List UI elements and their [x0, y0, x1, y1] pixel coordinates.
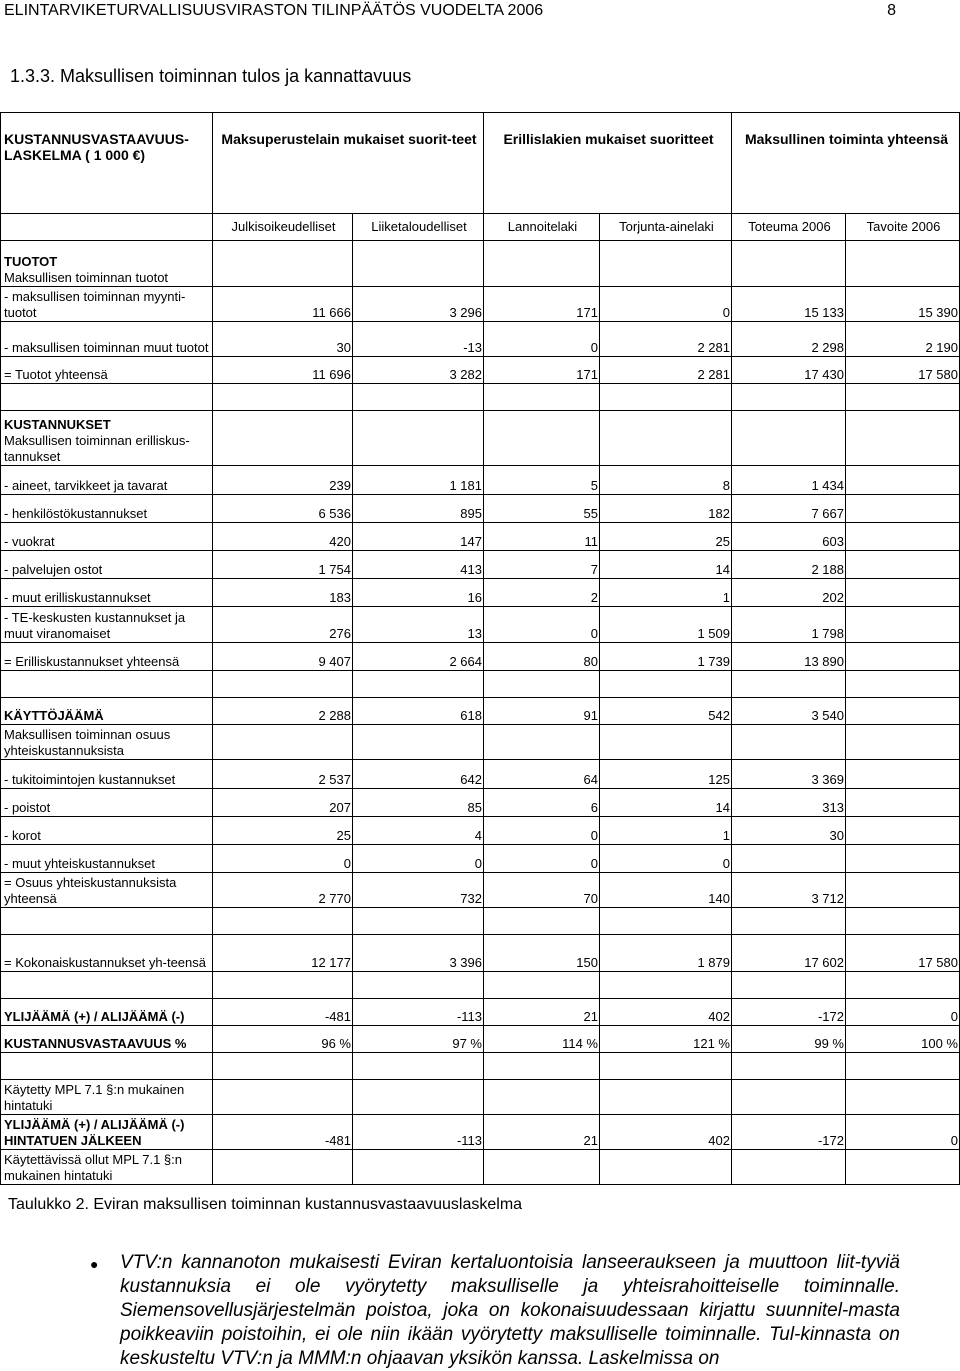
row-label: YLIJÄÄMÄ (+) / ALIJÄÄMÄ (-) HINTATUEN JÄLKEEN	[1, 1115, 213, 1150]
empty-cell	[484, 908, 600, 935]
page-header	[4, 2, 896, 20]
value-cell: 1	[600, 817, 732, 845]
value-cell: 91	[484, 698, 600, 725]
table-row	[1, 523, 960, 551]
value-cell: 2 281	[600, 322, 732, 357]
empty-cell	[846, 671, 960, 698]
empty-cell	[732, 1053, 846, 1080]
table-row	[1, 845, 960, 873]
value-cell: 3 369	[732, 760, 846, 789]
table-row	[1, 495, 960, 523]
value-cell	[846, 760, 960, 789]
empty-cell	[732, 384, 846, 411]
group-header-row	[1, 113, 960, 214]
table-row	[1, 607, 960, 643]
empty-cell	[353, 241, 484, 287]
row-label: - palvelujen ostot	[1, 551, 213, 579]
value-cell: 140	[600, 873, 732, 908]
value-cell: 2 281	[600, 357, 732, 384]
value-cell: 30	[213, 322, 353, 357]
table-caption: Taulukko 2. Eviran maksullisen toiminnan kustannusvastaavuuslaskelma	[8, 1196, 523, 1213]
value-cell: 8	[600, 466, 732, 495]
row-label: - vuokrat	[1, 523, 213, 551]
value-cell: 55	[484, 495, 600, 523]
value-cell: 171	[484, 357, 600, 384]
empty-cell	[732, 972, 846, 999]
empty-cell	[1, 908, 213, 935]
value-cell: 2 770	[213, 873, 353, 908]
empty-cell	[213, 1150, 353, 1185]
row-label: KUSTANNUSVASTAAVUUS %	[1, 1026, 213, 1053]
value-cell: 0	[600, 845, 732, 873]
value-cell: 17 602	[732, 935, 846, 972]
value-cell: 25	[600, 523, 732, 551]
row-label: = Osuus yhteiskustannuksista yhteensä	[1, 873, 213, 908]
value-cell: 313	[732, 789, 846, 817]
empty-cell	[353, 671, 484, 698]
empty-cell	[600, 1080, 732, 1115]
value-cell: 11 666	[213, 287, 353, 322]
table-row	[1, 643, 960, 671]
empty-cell	[1, 972, 213, 999]
value-cell	[846, 466, 960, 495]
table-row	[1, 551, 960, 579]
value-cell: 0	[213, 845, 353, 873]
value-cell	[732, 845, 846, 873]
row-label: - aineet, tarvikkeet ja tavarat	[1, 466, 213, 495]
value-cell: 99 %	[732, 1026, 846, 1053]
value-cell: 276	[213, 607, 353, 643]
value-cell: 0	[484, 845, 600, 873]
value-cell: 13	[353, 607, 484, 643]
empty-cell	[213, 411, 353, 466]
empty-cell	[353, 1080, 484, 1115]
value-cell: 11	[484, 523, 600, 551]
empty-cell	[732, 671, 846, 698]
empty-cell	[213, 725, 353, 760]
empty-cell	[213, 908, 353, 935]
empty-cell	[484, 972, 600, 999]
row-label: KÄYTTÖJÄÄMÄ	[1, 698, 213, 725]
spacer-row	[1, 908, 960, 935]
value-cell: 603	[732, 523, 846, 551]
table-row	[1, 322, 960, 357]
empty-cell	[213, 1080, 353, 1115]
value-cell: 2 298	[732, 322, 846, 357]
value-cell: 25	[213, 817, 353, 845]
value-cell: 402	[600, 999, 732, 1026]
section-subheading: Maksullisen toiminnan erilliskus-tannukset	[4, 433, 190, 464]
value-cell: 7	[484, 551, 600, 579]
value-cell: 413	[353, 551, 484, 579]
section-header-row	[1, 411, 960, 466]
text-row	[1, 1150, 960, 1185]
empty-cell	[846, 241, 960, 287]
value-cell: 0	[484, 607, 600, 643]
value-cell: 0	[600, 287, 732, 322]
row-label: = Tuotot yhteensä	[1, 357, 213, 384]
row-label: - tukitoimintojen kustannukset	[1, 760, 213, 789]
spacer-row	[1, 972, 960, 999]
value-cell: 3 296	[353, 287, 484, 322]
value-cell: 13 890	[732, 643, 846, 671]
empty-cell	[732, 725, 846, 760]
empty-cell	[600, 671, 732, 698]
empty-cell	[732, 1150, 846, 1185]
value-cell: 21	[484, 999, 600, 1026]
empty-cell	[1, 671, 213, 698]
empty-cell	[600, 411, 732, 466]
row-label: = Kokonaiskustannukset yh-teensä	[1, 935, 213, 972]
value-cell: 732	[353, 873, 484, 908]
value-cell: 1 879	[600, 935, 732, 972]
value-cell: 3 396	[353, 935, 484, 972]
empty-cell	[484, 1053, 600, 1080]
col-liiketaloudelliset: Liiketaloudelliset	[353, 214, 484, 241]
row-label: - muut erilliskustannukset	[1, 579, 213, 607]
value-cell: 2 188	[732, 551, 846, 579]
value-cell: 2 537	[213, 760, 353, 789]
empty-cell	[846, 725, 960, 760]
value-cell: 542	[600, 698, 732, 725]
value-cell: 2 664	[353, 643, 484, 671]
value-cell: 17 580	[846, 935, 960, 972]
empty-cell	[846, 908, 960, 935]
empty-cell	[600, 972, 732, 999]
value-cell: 171	[484, 287, 600, 322]
value-cell: 1 434	[732, 466, 846, 495]
empty-cell	[213, 972, 353, 999]
section-title: 1.3.3. Maksullisen toiminnan tulos ja kannattavuus	[10, 66, 412, 86]
value-cell: 14	[600, 789, 732, 817]
row-label: YLIJÄÄMÄ (+) / ALIJÄÄMÄ (-)	[1, 999, 213, 1026]
group-header-erillislait: Erillislakien mukaiset suoritteet	[484, 113, 732, 214]
value-cell: 0	[484, 322, 600, 357]
section-header-row	[1, 241, 960, 287]
value-cell: 16	[353, 579, 484, 607]
row-label: - henkilöstökustannukset	[1, 495, 213, 523]
value-cell: 125	[600, 760, 732, 789]
value-cell: 1 754	[213, 551, 353, 579]
row-label: Maksullisen toiminnan osuus yhteiskustannuksista	[1, 725, 213, 760]
value-cell: 420	[213, 523, 353, 551]
section-label-cell	[1, 241, 213, 287]
col-toteuma-2006: Toteuma 2006	[732, 214, 846, 241]
value-cell: 5	[484, 466, 600, 495]
value-cell: -172	[732, 1115, 846, 1150]
empty-cell	[484, 411, 600, 466]
empty-cell	[213, 241, 353, 287]
value-cell: -172	[732, 999, 846, 1026]
row-label: - poistot	[1, 789, 213, 817]
spacer-row	[1, 671, 960, 698]
table-row	[1, 466, 960, 495]
value-cell: 3 282	[353, 357, 484, 384]
empty-cell	[353, 725, 484, 760]
empty-cell	[600, 908, 732, 935]
value-cell: 2 190	[846, 322, 960, 357]
empty-cell	[846, 384, 960, 411]
table-row	[1, 287, 960, 322]
bullet-notes	[90, 1251, 900, 1371]
value-cell: 3 540	[732, 698, 846, 725]
empty-cell	[484, 725, 600, 760]
empty-cell	[353, 1150, 484, 1185]
value-cell: 6	[484, 789, 600, 817]
value-cell: 1 509	[600, 607, 732, 643]
empty-cell	[846, 1150, 960, 1185]
value-cell: 183	[213, 579, 353, 607]
row-label: - maksullisen toiminnan myynti-tuotot	[1, 287, 213, 322]
value-cell: 100 %	[846, 1026, 960, 1053]
value-cell: 64	[484, 760, 600, 789]
empty-cell	[484, 1080, 600, 1115]
value-cell: 239	[213, 466, 353, 495]
empty-cell	[846, 1053, 960, 1080]
empty-cell	[353, 384, 484, 411]
empty-cell	[213, 671, 353, 698]
col-julkisoikeudelliset: Julkisoikeudelliset	[213, 214, 353, 241]
value-cell: 147	[353, 523, 484, 551]
section-subheading: Maksullisen toiminnan tuotot	[4, 270, 169, 285]
section-heading: KUSTANNUKSET	[4, 417, 111, 432]
table-row	[1, 999, 960, 1026]
empty-cell	[732, 241, 846, 287]
value-cell: 1 798	[732, 607, 846, 643]
empty-cell	[484, 241, 600, 287]
value-cell: 7 667	[732, 495, 846, 523]
empty-cell	[484, 1150, 600, 1185]
value-cell: 895	[353, 495, 484, 523]
row-label: Käytettävissä ollut MPL 7.1 §:n mukainen hintatuki	[1, 1150, 213, 1185]
value-cell	[846, 495, 960, 523]
value-cell: 14	[600, 551, 732, 579]
table-row	[1, 873, 960, 908]
empty-cell	[732, 908, 846, 935]
empty-cell	[213, 1053, 353, 1080]
value-cell: 12 177	[213, 935, 353, 972]
value-cell: 642	[353, 760, 484, 789]
empty-cell	[600, 1053, 732, 1080]
value-cell: 114 %	[484, 1026, 600, 1053]
value-cell: 21	[484, 1115, 600, 1150]
group-header-yhteensa: Maksullinen toiminta yhteensä	[732, 113, 960, 214]
value-cell: 4	[353, 817, 484, 845]
row-label: - muut yhteiskustannukset	[1, 845, 213, 873]
value-cell: -481	[213, 999, 353, 1026]
empty-cell	[353, 908, 484, 935]
value-cell: 1	[600, 579, 732, 607]
section-heading: TUOTOT	[4, 254, 58, 269]
text-row	[1, 1080, 960, 1115]
value-cell: 402	[600, 1115, 732, 1150]
value-cell	[846, 698, 960, 725]
col-tavoite-2006: Tavoite 2006	[846, 214, 960, 241]
row-label: = Erilliskustannukset yhteensä	[1, 643, 213, 671]
empty-cell	[484, 671, 600, 698]
value-cell: 0	[484, 817, 600, 845]
empty-cell	[600, 384, 732, 411]
value-cell: -13	[353, 322, 484, 357]
value-cell: 11 696	[213, 357, 353, 384]
value-cell: 3 712	[732, 873, 846, 908]
value-cell: 96 %	[213, 1026, 353, 1053]
value-cell: 150	[484, 935, 600, 972]
empty-cell	[1, 384, 213, 411]
value-cell	[846, 607, 960, 643]
row-label: Käytetty MPL 7.1 §:n mukainen hintatuki	[1, 1080, 213, 1115]
value-cell	[846, 523, 960, 551]
bullet-text: VTV:n kannanoton mukaisesti Eviran kertaluontoisia lanseeraukseen ja muuttoon liit-tyviä kustannuksia ei ole vyörytetty maksulliselle ja yhteisrahoitteiselle toiminnalle. Siemensovellusjärjestelmän poistoa, joka on kokonaisuudessaan kirjattu suunnitel-masta poikkeaviin poistoihin, ei ole niin ikään vyörytetty maksulliselle toiminnalle. Tul-kinnasta on keskusteltu VTV:n ja MMM:n ohjaavan yksikön kanssa. Laskelmissa on	[120, 1252, 900, 1369]
value-cell: 85	[353, 789, 484, 817]
col-lannoitelaki: Lannoitelaki	[484, 214, 600, 241]
empty-cell	[600, 725, 732, 760]
spacer-row	[1, 1053, 960, 1080]
value-cell: 121 %	[600, 1026, 732, 1053]
table-row	[1, 1115, 960, 1150]
empty-cell	[846, 1080, 960, 1115]
text-row	[1, 725, 960, 760]
header-title: ELINTARVIKETURVALLISUUSVIRASTON TILINPÄÄTÖS VUODELTA 2006	[4, 2, 544, 19]
value-cell: -481	[213, 1115, 353, 1150]
value-cell: 2	[484, 579, 600, 607]
table-row	[1, 1026, 960, 1053]
empty-cell	[484, 384, 600, 411]
value-cell: 17 430	[732, 357, 846, 384]
section-label-cell	[1, 411, 213, 466]
value-cell: 6 536	[213, 495, 353, 523]
value-cell	[846, 551, 960, 579]
col-torjunta-ainelaki: Torjunta-ainelaki	[600, 214, 732, 241]
column-header-row	[1, 214, 960, 241]
value-cell: -113	[353, 1115, 484, 1150]
empty-cell	[732, 1080, 846, 1115]
value-cell: 9 407	[213, 643, 353, 671]
value-cell: 202	[732, 579, 846, 607]
row-label: - maksullisen toiminnan muut tuotot	[1, 322, 213, 357]
row-label: - korot	[1, 817, 213, 845]
value-cell: 80	[484, 643, 600, 671]
value-cell: 97 %	[353, 1026, 484, 1053]
empty-cell	[353, 972, 484, 999]
value-cell: 1 181	[353, 466, 484, 495]
table-row	[1, 789, 960, 817]
value-cell	[846, 845, 960, 873]
value-cell: 0	[846, 999, 960, 1026]
table-label-header: KUSTANNUSVASTAAVUUS-LASKELMA ( 1 000 €)	[1, 113, 213, 214]
empty-cell	[1, 1053, 213, 1080]
value-cell	[846, 579, 960, 607]
table-row	[1, 579, 960, 607]
empty-cell	[600, 241, 732, 287]
row-label: - TE-keskusten kustannukset ja muut viranomaiset	[1, 607, 213, 643]
empty-cell	[846, 972, 960, 999]
value-cell: 0	[353, 845, 484, 873]
empty-cell	[353, 1053, 484, 1080]
value-cell: 30	[732, 817, 846, 845]
table-row	[1, 698, 960, 725]
value-cell: 0	[846, 1115, 960, 1150]
value-cell: 17 580	[846, 357, 960, 384]
value-cell: 15 133	[732, 287, 846, 322]
page-number: 8	[887, 2, 896, 19]
value-cell	[846, 643, 960, 671]
empty-cell	[600, 1150, 732, 1185]
value-cell: 70	[484, 873, 600, 908]
empty-cell	[353, 411, 484, 466]
value-cell	[846, 817, 960, 845]
table-row	[1, 935, 960, 972]
value-cell: 618	[353, 698, 484, 725]
empty-cell	[846, 411, 960, 466]
empty-cell	[732, 411, 846, 466]
empty-cell	[213, 384, 353, 411]
group-header-maksuperustelaki: Maksuperustelain mukaiset suorit-teet	[213, 113, 484, 214]
value-cell: 182	[600, 495, 732, 523]
spacer-row	[1, 384, 960, 411]
value-cell: 207	[213, 789, 353, 817]
bullet-icon: ●	[90, 1256, 99, 1272]
value-cell: -113	[353, 999, 484, 1026]
cost-calculation-table	[0, 112, 960, 1185]
value-cell	[846, 789, 960, 817]
value-cell	[846, 873, 960, 908]
value-cell: 15 390	[846, 287, 960, 322]
table-row	[1, 357, 960, 384]
table-row	[1, 817, 960, 845]
table-row	[1, 760, 960, 789]
value-cell: 1 739	[600, 643, 732, 671]
value-cell: 2 288	[213, 698, 353, 725]
